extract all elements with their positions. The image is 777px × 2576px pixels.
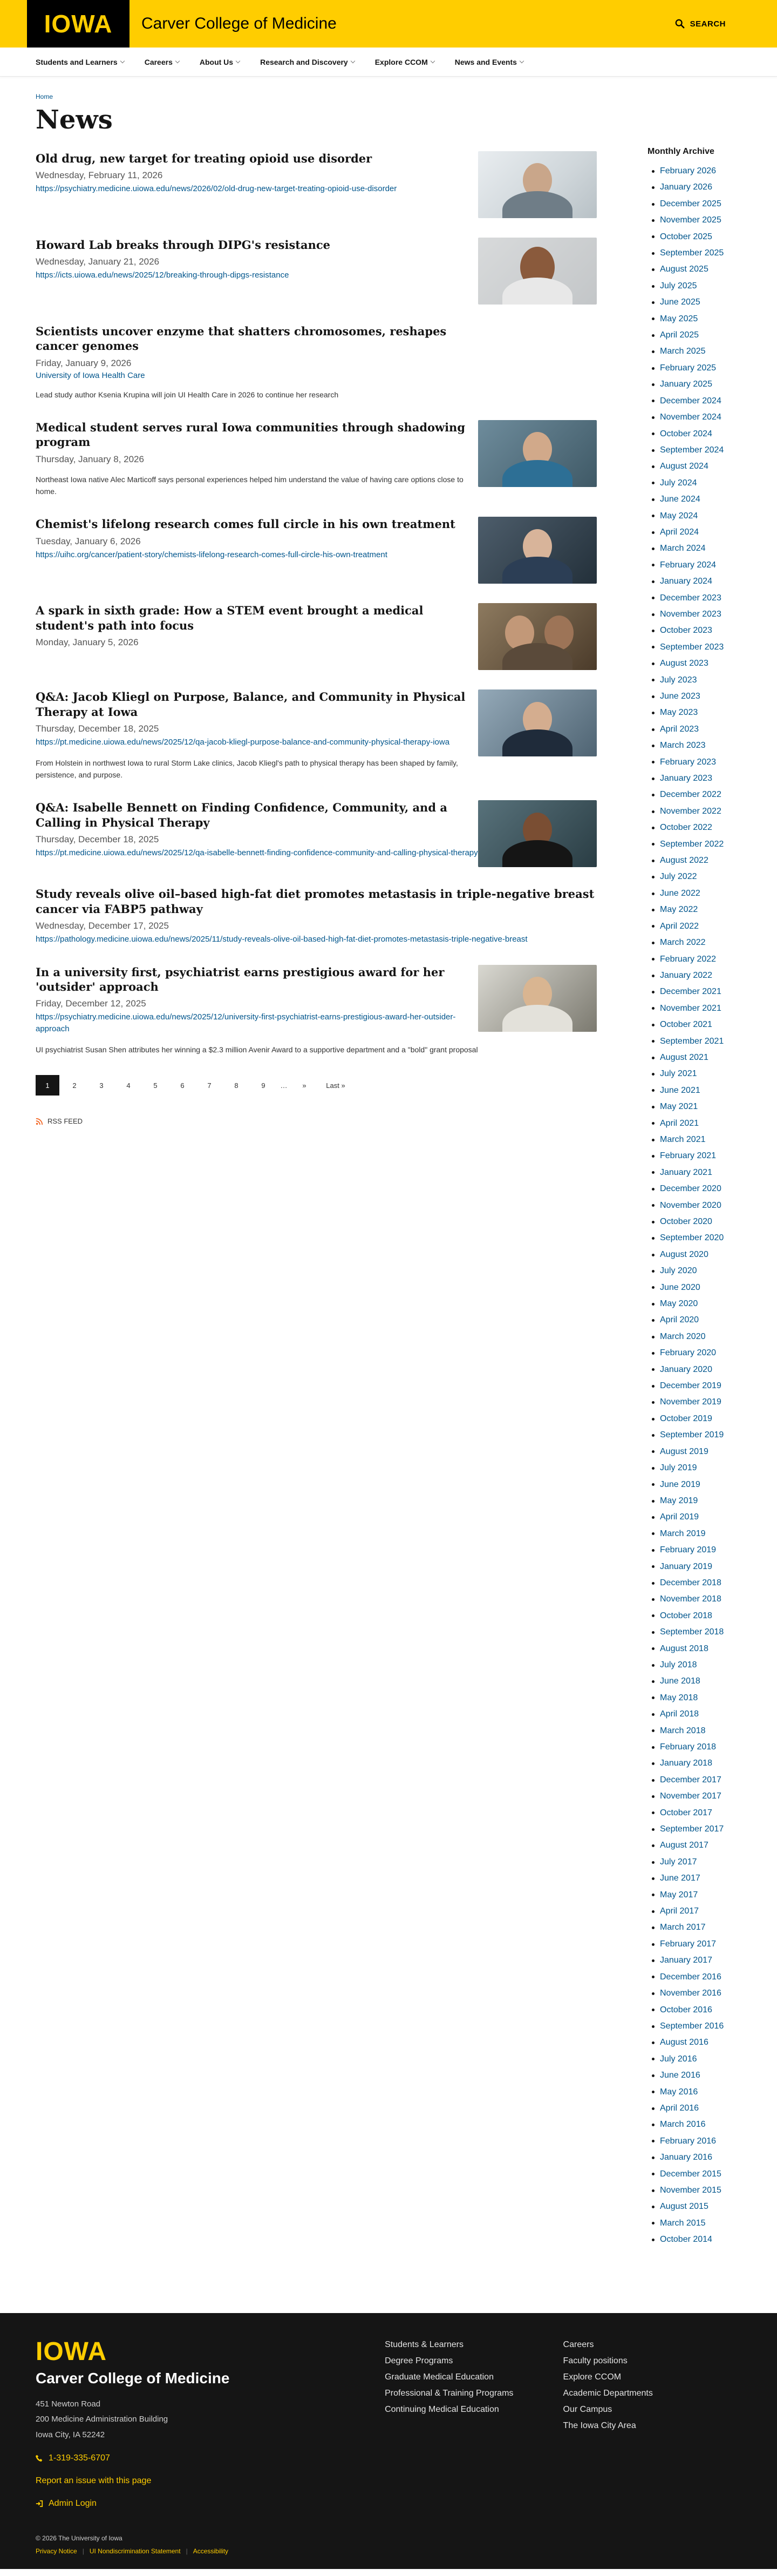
archive-month-link[interactable]: March 2016 (648, 2117, 741, 2133)
page-link[interactable]: 3 (99, 1081, 104, 1090)
archive-month-link[interactable]: July 2023 (648, 672, 741, 688)
archive-month-link[interactable]: January 2017 (648, 1952, 741, 1969)
archive-month-link[interactable]: July 2025 (648, 278, 741, 294)
footer-links-col1 (385, 2337, 563, 2509)
nav-item-about[interactable] (200, 58, 240, 66)
archive-month-link[interactable]: June 2022 (648, 885, 741, 902)
news-item-title[interactable]: In a university first, psychiatrist earns prestigious award for her 'outsider' approach (36, 965, 445, 994)
archive-month-link[interactable]: April 2025 (648, 327, 741, 343)
address-line: 451 Newton Road (36, 2399, 101, 2409)
archive-month-link[interactable]: January 2016 (648, 2149, 741, 2166)
rss-icon (36, 1118, 43, 1125)
news-item-image[interactable] (478, 603, 597, 670)
archive-title: Monthly Archive (648, 147, 714, 156)
archive-month-link[interactable]: October 2017 (648, 1805, 741, 1821)
footer-iowa-logo[interactable]: IOWA (36, 2337, 107, 2366)
archive-month-link[interactable]: July 2020 (648, 1263, 741, 1279)
chevron-down-icon (350, 58, 355, 63)
archive-month-link[interactable]: August 2022 (648, 853, 741, 869)
footer-college-name: Carver College of Medicine (36, 2369, 230, 2386)
archive-month-link[interactable]: November 2017 (648, 1788, 741, 1804)
archive-month-link[interactable]: November 2015 (648, 2182, 741, 2199)
archive-month-link[interactable]: June 2025 (648, 294, 741, 310)
news-item-summary: From Holstein in northwest Iowa to rural Storm Lake clinics, Jacob Kliegl's path to physical therapy has been shaped by family, persistence, and purpose. (36, 758, 458, 780)
news-item-link[interactable]: https://pt.medicine.uiowa.edu/news/2025/12/qa-jacob-kliegl-purpose-balance-and-community-physical-therapy-iowa (36, 737, 450, 747)
archive-month-link[interactable]: April 2023 (648, 721, 741, 738)
footer-links-col2 (563, 2337, 741, 2509)
archive-month-link[interactable]: February 2016 (648, 2133, 741, 2149)
footer-link[interactable]: Careers (563, 2340, 594, 2349)
archive-month-link[interactable]: April 2020 (648, 1312, 741, 1328)
accessibility-link[interactable]: Accessibility (193, 2547, 229, 2555)
news-item-link[interactable]: https://psychiatry.medicine.uiowa.edu/news/2025/12/university-first-psychiatrist-earns-prestigious-award-her-outsider-approach (36, 1012, 456, 1034)
archive-month-link[interactable]: October 2018 (648, 1608, 741, 1624)
page-link-current[interactable]: 1 (36, 1075, 59, 1096)
archive-month-link[interactable]: December 2017 (648, 1772, 741, 1788)
archive-month-link[interactable]: July 2021 (648, 1066, 741, 1082)
page-link[interactable]: 6 (180, 1081, 185, 1090)
archive-month-link[interactable]: November 2016 (648, 1985, 741, 2002)
archive-month-link[interactable]: August 2016 (648, 2034, 741, 2051)
chevron-down-icon (236, 58, 240, 63)
page-next-link[interactable]: » (302, 1081, 306, 1090)
archive-month-link[interactable]: February 2024 (648, 557, 741, 573)
monthly-archive (648, 77, 741, 2248)
archive-month-link[interactable]: May 2025 (648, 311, 741, 327)
news-item-link[interactable]: https://pathology.medicine.uiowa.edu/news/2025/11/study-reveals-olive-oil-based-high-fat-diet-promotes-metastasis-triple-negative-breast (36, 935, 528, 944)
archive-month-link[interactable]: January 2021 (648, 1165, 741, 1181)
archive-month-link[interactable]: November 2023 (648, 606, 741, 623)
news-item-title[interactable]: Q&A: Isabelle Bennett on Finding Confidence, Community, and a Calling in Physical Therapy (36, 801, 447, 829)
archive-month-link[interactable]: June 2017 (648, 1870, 741, 1887)
news-item-date: Wednesday, February 11, 2026 (36, 170, 163, 181)
archive-month-link[interactable]: February 2025 (648, 360, 741, 376)
archive-month-link[interactable]: December 2020 (648, 1181, 741, 1197)
archive-month-link[interactable]: March 2015 (648, 2215, 741, 2232)
archive-month-link[interactable]: May 2019 (648, 1493, 741, 1509)
news-item-date: Wednesday, December 17, 2025 (36, 921, 169, 931)
news-item-date: Monday, January 5, 2026 (36, 637, 139, 647)
archive-month-link[interactable]: March 2025 (648, 343, 741, 360)
news-item-image[interactable] (478, 965, 597, 1032)
archive-month-link[interactable]: March 2023 (648, 738, 741, 754)
news-item-date: Thursday, December 18, 2025 (36, 834, 159, 845)
archive-month-link[interactable]: January 2018 (648, 1755, 741, 1772)
site-footer (0, 2313, 777, 2569)
phone-icon (36, 2455, 43, 2462)
nav-label: Students and Learners (36, 57, 118, 66)
archive-month-link[interactable]: April 2021 (648, 1115, 741, 1132)
news-item (36, 603, 597, 670)
news-item-summary: Northeast Iowa native Alec Marticoff says personal experiences helped him understand the value of having care options close to home. (36, 475, 464, 496)
chevron-down-icon (120, 58, 124, 63)
archive-month-link[interactable]: January 2023 (648, 770, 741, 787)
archive-month-link[interactable]: June 2016 (648, 2067, 741, 2084)
archive-month-link[interactable]: May 2021 (648, 1099, 741, 1115)
news-item-date: Thursday, December 18, 2025 (36, 723, 159, 734)
archive-month-link[interactable]: July 2019 (648, 1460, 741, 1476)
archive-month-link[interactable]: August 2025 (648, 261, 741, 278)
chevron-down-icon (520, 58, 524, 63)
archive-month-link[interactable]: July 2016 (648, 2051, 741, 2067)
archive-month-link[interactable]: February 2022 (648, 951, 741, 968)
privacy-notice-link[interactable]: Privacy Notice (36, 2547, 77, 2555)
nav-label: Research and Discovery (260, 57, 348, 66)
news-item-image[interactable] (478, 517, 597, 584)
archive-month-link[interactable]: June 2018 (648, 1673, 741, 1689)
archive-month-link[interactable]: June 2019 (648, 1477, 741, 1493)
news-item (36, 887, 597, 945)
nav-label: Explore CCOM (374, 57, 428, 66)
news-item-image[interactable] (478, 420, 597, 487)
news-item-summary: UI psychiatrist Susan Shen attributes her winning a $2.3 million Avenir Award to a supportive department and a "bold" grant proposal (36, 1045, 478, 1054)
login-icon (36, 2500, 43, 2507)
archive-month-link[interactable]: November 2025 (648, 212, 741, 228)
archive-month-link[interactable]: December 2019 (648, 1378, 741, 1394)
archive-month-link[interactable]: June 2021 (648, 1083, 741, 1099)
archive-month-link[interactable]: September 2017 (648, 1821, 741, 1837)
news-item (36, 965, 597, 1056)
top-bar (0, 0, 777, 48)
archive-month-link[interactable]: October 2023 (648, 623, 741, 639)
archive-month-link[interactable]: March 2020 (648, 1329, 741, 1345)
news-item-date: Wednesday, January 21, 2026 (36, 256, 160, 267)
archive-month-link[interactable]: August 2019 (648, 1444, 741, 1460)
footer-link[interactable]: Academic Departments (563, 2388, 653, 2398)
archive-list (648, 163, 741, 2248)
news-item (36, 800, 597, 867)
archive-month-link[interactable]: March 2021 (648, 1132, 741, 1148)
archive-month-link[interactable]: December 2024 (648, 393, 741, 409)
archive-month-link[interactable]: May 2017 (648, 1887, 741, 1903)
archive-month-link[interactable]: July 2022 (648, 869, 741, 885)
news-item (36, 324, 597, 401)
archive-month-link[interactable]: February 2017 (648, 1936, 741, 1952)
archive-month-link[interactable]: January 2026 (648, 179, 741, 195)
main-content (36, 77, 597, 2248)
archive-month-link[interactable]: January 2025 (648, 376, 741, 393)
footer-link[interactable]: Our Campus (563, 2404, 612, 2414)
report-issue-link[interactable]: Report an issue with this page (36, 2476, 152, 2486)
news-item-image[interactable] (478, 238, 597, 305)
rss-feed-link[interactable] (36, 1117, 597, 1125)
archive-month-link[interactable]: December 2022 (648, 787, 741, 803)
archive-month-link[interactable]: September 2018 (648, 1624, 741, 1640)
archive-month-link[interactable]: May 2023 (648, 705, 741, 721)
archive-month-link[interactable]: November 2021 (648, 1000, 741, 1017)
archive-month-link[interactable]: February 2026 (648, 163, 741, 179)
archive-month-link[interactable]: September 2022 (648, 836, 741, 853)
news-item-title[interactable]: Howard Lab breaks through DIPG's resistance (36, 238, 331, 252)
copyright: © 2026 The University of Iowa (36, 2534, 122, 2542)
archive-month-link[interactable]: August 2020 (648, 1247, 741, 1263)
news-item (36, 689, 597, 781)
archive-month-link[interactable]: March 2024 (648, 540, 741, 557)
footer-address (36, 2397, 385, 2443)
news-item-title[interactable]: A spark in sixth grade: How a STEM event brought a medical student's path into focus (36, 604, 424, 632)
archive-month-link[interactable]: January 2019 (648, 1559, 741, 1575)
archive-month-link[interactable]: February 2023 (648, 754, 741, 770)
news-item (36, 238, 597, 305)
nav-label: News and Events (454, 57, 517, 66)
address-line: 200 Medicine Administration Building (36, 2415, 168, 2424)
breadcrumb-home-link[interactable]: Home (36, 93, 53, 100)
news-item-date: Thursday, January 8, 2026 (36, 454, 144, 464)
page-title: News (36, 105, 113, 135)
archive-month-link[interactable]: November 2024 (648, 409, 741, 425)
address-line: Iowa City, IA 52242 (36, 2430, 105, 2439)
archive-month-link[interactable]: August 2024 (648, 458, 741, 475)
archive-month-link[interactable]: April 2018 (648, 1706, 741, 1722)
page-link[interactable]: 4 (126, 1081, 131, 1090)
archive-month-link[interactable]: August 2018 (648, 1641, 741, 1657)
archive-month-link[interactable]: August 2015 (648, 2199, 741, 2215)
archive-month-link[interactable]: April 2017 (648, 1903, 741, 1919)
archive-month-link[interactable]: December 2021 (648, 984, 741, 1000)
footer-link[interactable]: Students & Learners (385, 2340, 464, 2349)
footer-link[interactable]: Explore CCOM (563, 2372, 622, 2382)
archive-month-link[interactable]: May 2024 (648, 508, 741, 524)
chevron-down-icon (430, 58, 434, 63)
nav-item-news-events[interactable] (455, 58, 523, 66)
archive-month-link[interactable]: February 2020 (648, 1345, 741, 1361)
archive-month-link[interactable]: October 2025 (648, 229, 741, 245)
news-item-title[interactable]: Old drug, new target for treating opioid use disorder (36, 152, 372, 165)
archive-month-link[interactable]: September 2023 (648, 639, 741, 655)
breadcrumb (36, 77, 597, 100)
archive-month-link[interactable]: September 2025 (648, 245, 741, 261)
archive-month-link[interactable]: November 2022 (648, 803, 741, 820)
archive-month-link[interactable]: July 2018 (648, 1657, 741, 1673)
archive-month-link[interactable]: May 2016 (648, 2084, 741, 2100)
archive-month-link[interactable]: October 2016 (648, 2002, 741, 2018)
news-item (36, 151, 597, 218)
archive-month-link[interactable]: September 2016 (648, 2018, 741, 2034)
archive-month-link[interactable]: July 2017 (648, 1854, 741, 1870)
main-nav (0, 48, 777, 77)
page-body (0, 77, 777, 2248)
archive-month-link[interactable]: January 2024 (648, 573, 741, 590)
site-title[interactable]: Carver College of Medicine (141, 15, 337, 32)
page-link[interactable]: 5 (153, 1081, 158, 1090)
legal-links: Privacy Notice | UI Nondiscrimination Statement | Accessibility (36, 2547, 229, 2555)
news-item-link[interactable]: https://pt.medicine.uiowa.edu/news/2025/12/qa-isabelle-bennett-finding-confidence-community-and-calling-physical-therapy (36, 848, 478, 858)
archive-month-link[interactable]: November 2020 (648, 1198, 741, 1214)
news-item (36, 420, 597, 497)
archive-month-link[interactable]: April 2024 (648, 524, 741, 540)
page-link[interactable]: 7 (207, 1081, 212, 1090)
footer-link[interactable]: Professional & Training Programs (385, 2388, 514, 2398)
footer-phone-link[interactable] (36, 2453, 385, 2463)
archive-month-link[interactable]: October 2021 (648, 1017, 741, 1033)
news-item-link[interactable]: https://uihc.org/cancer/patient-story/chemists-lifelong-research-comes-full-circle-his-own-treatment (36, 550, 387, 559)
archive-month-link[interactable]: October 2020 (648, 1214, 741, 1230)
search-button[interactable] (675, 0, 726, 48)
archive-month-link[interactable]: September 2019 (648, 1427, 741, 1443)
archive-month-link[interactable]: March 2018 (648, 1723, 741, 1739)
nav-item-research[interactable] (260, 58, 355, 66)
footer-link[interactable]: Graduate Medical Education (385, 2372, 494, 2382)
archive-month-link[interactable]: December 2016 (648, 1969, 741, 1985)
news-item-source[interactable]: University of Iowa Health Care (36, 370, 145, 380)
archive-month-link[interactable]: December 2025 (648, 196, 741, 212)
nav-label: Careers (144, 57, 173, 66)
archive-month-link[interactable]: June 2024 (648, 491, 741, 508)
archive-month-link[interactable]: April 2022 (648, 918, 741, 935)
news-item-date: Tuesday, January 6, 2026 (36, 536, 141, 546)
archive-month-link[interactable]: August 2021 (648, 1050, 741, 1066)
nondiscrimination-link[interactable]: UI Nondiscrimination Statement (89, 2547, 181, 2555)
news-item-image[interactable] (478, 151, 597, 218)
footer-link[interactable]: Degree Programs (385, 2356, 453, 2365)
page-last-link[interactable]: Last » (326, 1081, 345, 1090)
rss-label: RSS FEED (47, 1117, 83, 1126)
archive-month-link[interactable]: February 2021 (648, 1148, 741, 1164)
archive-month-link[interactable]: February 2019 (648, 1542, 741, 1558)
archive-month-link[interactable]: October 2014 (648, 2232, 741, 2248)
archive-month-link[interactable]: October 2022 (648, 820, 741, 836)
archive-month-link[interactable]: August 2017 (648, 1837, 741, 1854)
archive-month-link[interactable]: April 2019 (648, 1509, 741, 1525)
pagination (36, 1075, 597, 1096)
phone-number: 1-319-335-6707 (49, 2453, 110, 2463)
iowa-logo-text: IOWA (44, 10, 113, 38)
page-link[interactable]: 8 (234, 1081, 238, 1090)
archive-month-link[interactable]: December 2018 (648, 1575, 741, 1591)
footer-link[interactable]: Continuing Medical Education (385, 2404, 499, 2414)
archive-month-link[interactable]: August 2023 (648, 655, 741, 672)
archive-month-link[interactable]: September 2024 (648, 442, 741, 458)
news-item-date: Friday, December 12, 2025 (36, 998, 146, 1009)
news-item (36, 517, 597, 584)
site-header (0, 0, 777, 77)
news-item-title[interactable]: Medical student serves rural Iowa communities through shadowing program (36, 420, 466, 449)
nav-item-explore[interactable] (375, 58, 434, 66)
news-item-title[interactable]: Scientists uncover enzyme that shatters chromosomes, reshapes cancer genomes (36, 324, 447, 353)
nav-item-careers[interactable] (145, 58, 179, 66)
footer-bottom (36, 2534, 228, 2555)
iowa-logo[interactable] (27, 0, 130, 48)
page-ellipsis: … (280, 1081, 288, 1090)
news-item-title[interactable]: Study reveals olive oil–based high-fat diet promotes metastasis in triple-negative breast cancer via FABP5 pathway (36, 887, 595, 916)
page-link[interactable]: 2 (72, 1081, 77, 1090)
news-item-title[interactable]: Chemist's lifelong research comes full circle in his own treatment (36, 517, 455, 531)
news-item-link[interactable]: https://icts.uiowa.edu/news/2025/12/breaking-through-dipgs-resistance (36, 271, 289, 280)
admin-login-label: Admin Login (49, 2499, 97, 2509)
archive-month-link[interactable]: June 2020 (648, 1280, 741, 1296)
nav-label: About Us (199, 57, 234, 66)
admin-login-link[interactable] (36, 2499, 385, 2509)
news-item-summary: Lead study author Ksenia Krupina will join UI Health Care in 2026 to continue her research (36, 390, 339, 399)
archive-month-link[interactable]: March 2022 (648, 935, 741, 951)
archive-month-link[interactable]: October 2024 (648, 426, 741, 442)
news-item-image[interactable] (478, 689, 597, 756)
archive-month-link[interactable]: June 2023 (648, 688, 741, 705)
archive-month-link[interactable]: November 2018 (648, 1591, 741, 1607)
news-item-title[interactable]: Q&A: Jacob Kliegl on Purpose, Balance, and Community in Physical Therapy at Iowa (36, 690, 466, 719)
archive-month-link[interactable]: November 2019 (648, 1394, 741, 1410)
archive-month-link[interactable]: December 2015 (648, 2166, 741, 2182)
news-item-date: Friday, January 9, 2026 (36, 357, 132, 368)
archive-month-link[interactable]: December 2023 (648, 590, 741, 606)
archive-month-link[interactable]: May 2018 (648, 1690, 741, 1706)
search-label: SEARCH (690, 19, 726, 29)
news-item-image[interactable] (478, 800, 597, 867)
archive-month-link[interactable]: September 2021 (648, 1033, 741, 1050)
archive-month-link[interactable]: July 2024 (648, 475, 741, 491)
archive-month-link[interactable]: March 2019 (648, 1526, 741, 1542)
chevron-down-icon (175, 58, 180, 63)
archive-month-link[interactable]: April 2016 (648, 2100, 741, 2117)
footer-link[interactable]: Faculty positions (563, 2356, 628, 2365)
news-item-link[interactable]: https://psychiatry.medicine.uiowa.edu/news/2026/02/old-drug-new-target-treating-opioid-use-disorder (36, 184, 397, 194)
search-icon (675, 19, 685, 29)
archive-month-link[interactable]: January 2020 (648, 1362, 741, 1378)
archive-month-link[interactable]: May 2020 (648, 1296, 741, 1312)
archive-month-link[interactable]: October 2019 (648, 1411, 741, 1427)
archive-month-link[interactable]: January 2022 (648, 968, 741, 984)
archive-month-link[interactable]: September 2020 (648, 1230, 741, 1246)
nav-item-students[interactable] (36, 58, 124, 66)
footer-link[interactable]: The Iowa City Area (563, 2421, 636, 2430)
archive-month-link[interactable]: February 2018 (648, 1739, 741, 1755)
page-link[interactable]: 9 (261, 1081, 265, 1090)
archive-month-link[interactable]: March 2017 (648, 1919, 741, 1936)
archive-month-link[interactable]: May 2022 (648, 902, 741, 918)
